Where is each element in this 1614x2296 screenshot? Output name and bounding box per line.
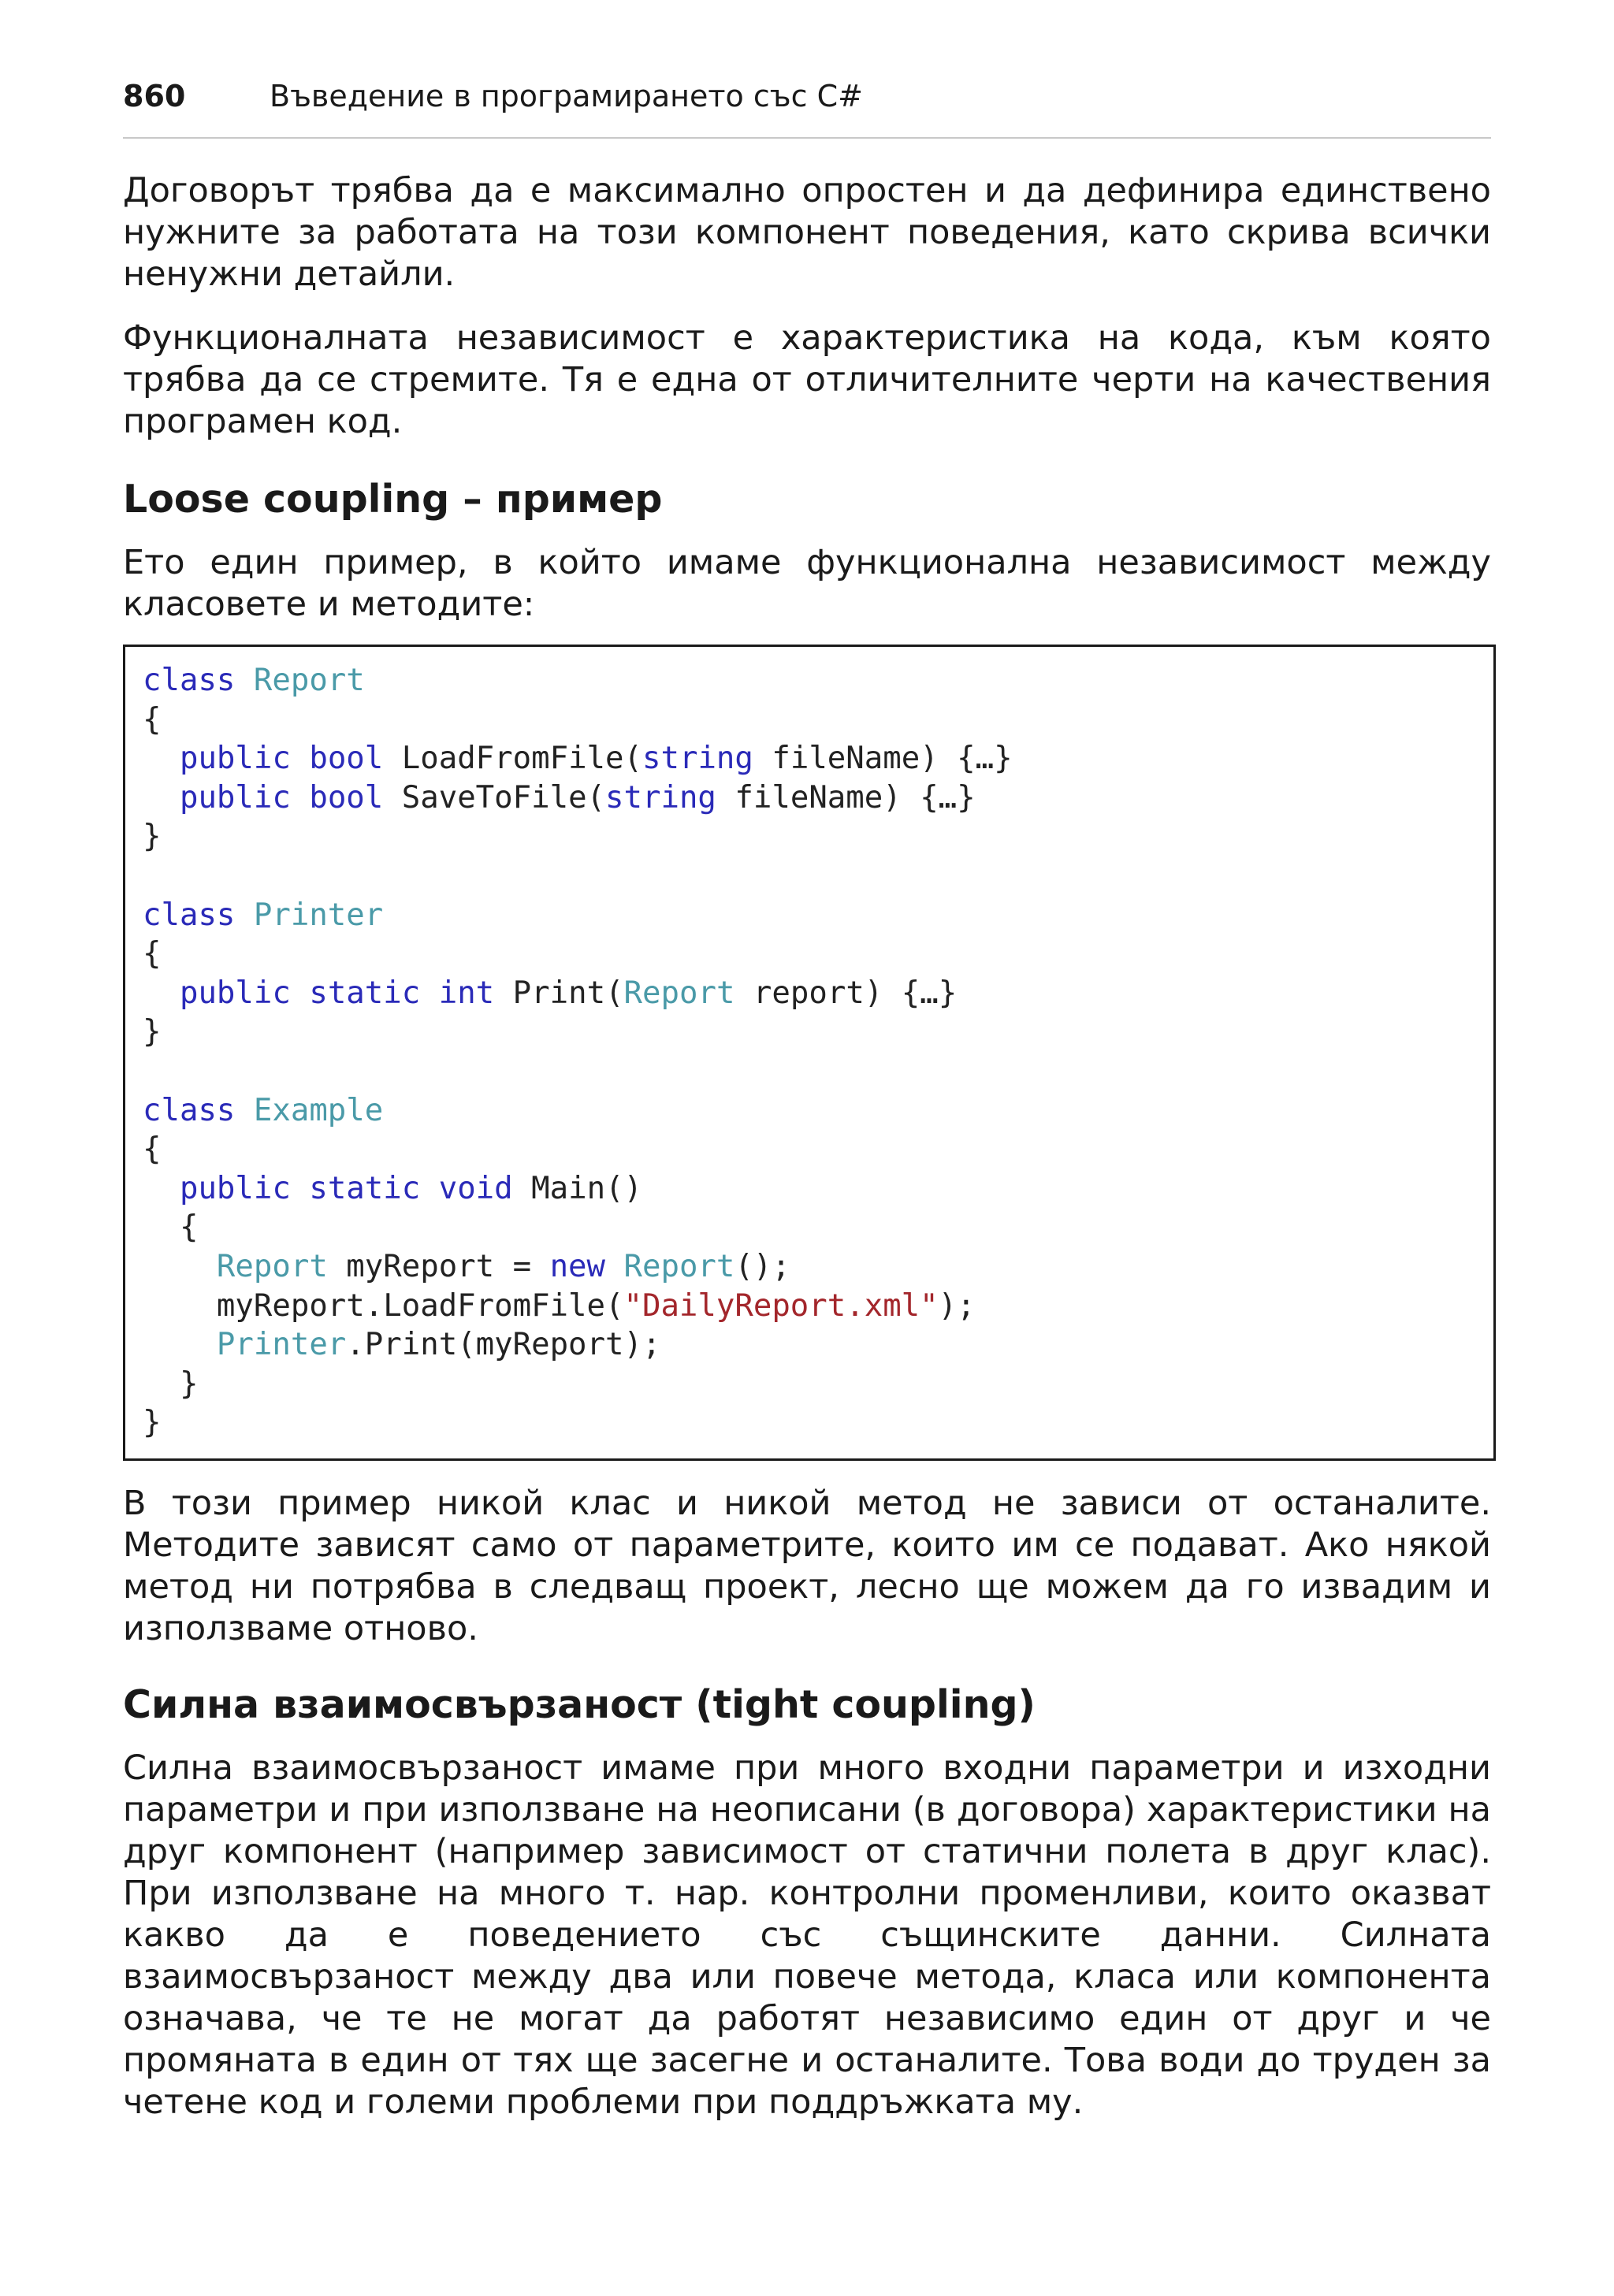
paragraph-tight-coupling: Силна взаимосвързаност имаме при много входни параметри и изходни параметри и при използване на неописани (в договора) характеристики на друг компонент (например зависимост от статични полета в друг клас). При използване на много т. нар. контролни променливи, които оказват какво да е поведението със същинските данни. Силната взаимосвързаност между два или повече метода, класа или компонента означава, че те не могат да работят независимо един от друг и че промяната в един от тях ще засегне и останалите. Това води до труден за четене код и големи проблеми при поддръжката му. bbox=[123, 1748, 1491, 2122]
keyword: public bbox=[179, 1170, 291, 1206]
brace: { bbox=[179, 1209, 199, 1246]
heading-loose-coupling: Loose coupling – пример bbox=[123, 477, 663, 522]
method-name: LoadFromFile( bbox=[401, 741, 642, 777]
string-literal: "DailyReport.xml" bbox=[623, 1287, 939, 1324]
type-name: Report bbox=[623, 975, 735, 1011]
type-name: Printer bbox=[253, 897, 384, 933]
method-call: .Print(myReport); bbox=[346, 1327, 661, 1363]
code-listing bbox=[143, 661, 1476, 1443]
type-name: Report bbox=[216, 1248, 328, 1284]
page-number: 860 bbox=[123, 79, 186, 113]
brace: } bbox=[143, 1014, 162, 1050]
type-name: Report bbox=[623, 1248, 735, 1284]
keyword: static bbox=[309, 975, 421, 1011]
type-name: Example bbox=[253, 1092, 384, 1128]
page-header bbox=[123, 79, 1491, 139]
keyword: public bbox=[179, 779, 291, 815]
method-name: SaveToFile( bbox=[401, 779, 606, 815]
running-title: Въведение в програмирането със C# bbox=[270, 79, 863, 113]
keyword: class bbox=[143, 1092, 236, 1128]
constructor-call: (); bbox=[734, 1248, 790, 1284]
page bbox=[123, 79, 1491, 2123]
parameter: report) {…} bbox=[734, 975, 958, 1011]
variable-declaration: myReport = bbox=[327, 1248, 550, 1284]
parameter: fileName) {…} bbox=[716, 779, 976, 815]
brace: } bbox=[143, 1405, 162, 1441]
brace: } bbox=[143, 819, 162, 855]
parameter: fileName) {…} bbox=[753, 741, 1013, 777]
heading-tight-coupling: Силна взаимосвързаност (tight coupling) bbox=[123, 1681, 1036, 1727]
brace: { bbox=[143, 701, 162, 737]
method-name: Main() bbox=[531, 1170, 643, 1206]
keyword: bool bbox=[309, 741, 384, 777]
brace: { bbox=[143, 936, 162, 972]
code-block bbox=[123, 645, 1496, 1461]
paragraph-example-intro: Ето един пример, в който имаме функционална независимост между класовете и методите: bbox=[123, 543, 1491, 624]
brace: } bbox=[179, 1365, 199, 1402]
keyword: public bbox=[179, 741, 291, 777]
keyword: string bbox=[642, 741, 753, 777]
brace: { bbox=[143, 1131, 162, 1168]
keyword: class bbox=[143, 663, 236, 698]
keyword: string bbox=[605, 779, 716, 815]
type-name: Printer bbox=[216, 1327, 347, 1363]
keyword: int bbox=[438, 975, 495, 1011]
type-name: Report bbox=[253, 663, 365, 698]
keyword: class bbox=[143, 897, 236, 933]
method-name: Print( bbox=[512, 975, 624, 1011]
keyword: bool bbox=[309, 779, 384, 815]
keyword: static bbox=[309, 1170, 421, 1206]
paragraph-functional-independence: Функционалната независимост е характеристика на кода, към която трябва да се стремите. Тя е една от отличителните черти на качествения програмен код. bbox=[123, 318, 1491, 441]
keyword: public bbox=[179, 975, 291, 1011]
keyword: void bbox=[438, 1170, 513, 1206]
keyword: new bbox=[549, 1248, 606, 1284]
call-tail: ); bbox=[938, 1287, 976, 1324]
method-call: myReport.LoadFromFile( bbox=[216, 1287, 624, 1324]
paragraph-example-explanation: В този пример никой клас и никой метод не зависи от останалите. Методите зависят само от параметрите, които им се подават. Ако някой метод ни потрябва в следващ проект, лесно ще можем да го извадим и използваме отново. bbox=[123, 1483, 1491, 1648]
paragraph-contract: Договорът трябва да е максимално опростен и да дефинира единствено нужните за работата на този компонент поведения, като скрива всички ненужни детайли. bbox=[123, 171, 1491, 294]
